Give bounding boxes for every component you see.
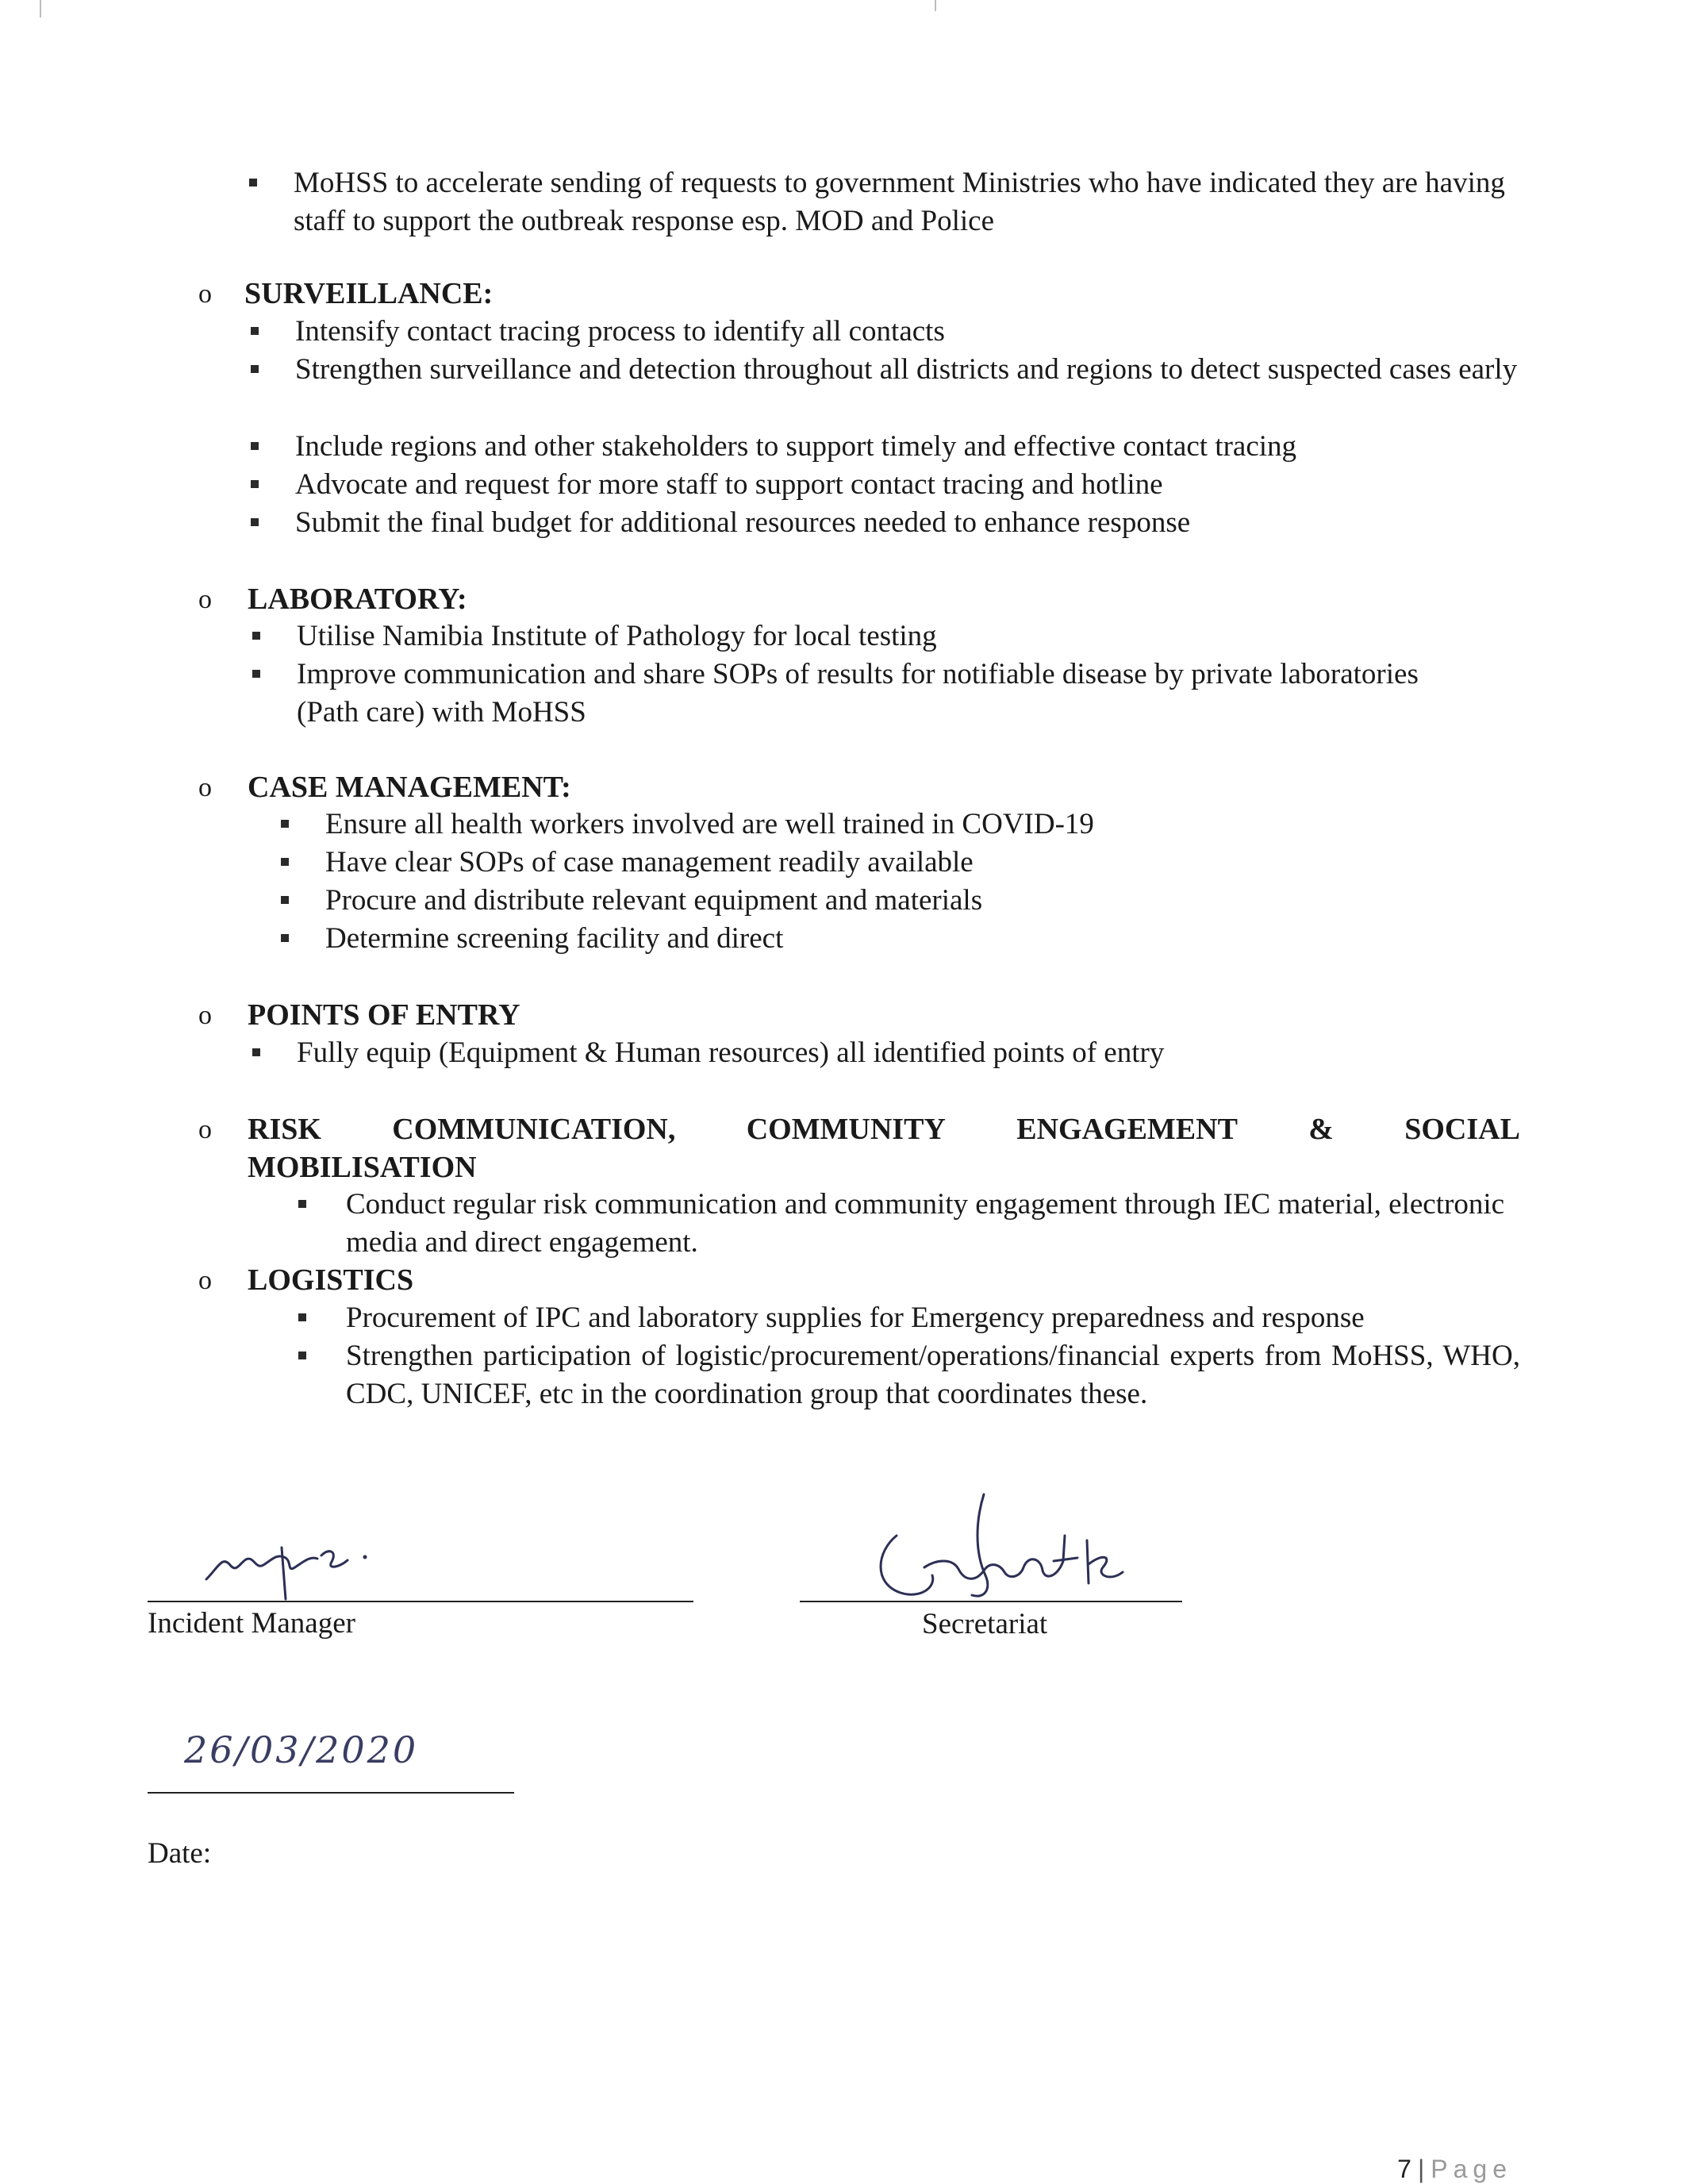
list-item bbox=[325, 882, 1515, 920]
square-bullet-icon bbox=[251, 518, 259, 526]
list-item bbox=[294, 164, 1528, 240]
square-bullet-icon bbox=[281, 934, 289, 942]
section-heading: LOGISTICS bbox=[248, 1263, 414, 1297]
list-item bbox=[297, 656, 1423, 732]
list-item-text: Ensure all health workers involved are well trained in COVID-19 bbox=[325, 808, 1094, 840]
list-item-text: MoHSS to accelerate sending of requests to government Ministries who have indicated they are having staff to support the outbreak response esp. MOD and Police bbox=[294, 167, 1505, 237]
list-item bbox=[295, 428, 1530, 466]
circle-bullet-icon: o bbox=[198, 1266, 212, 1295]
list-item-text: Improve communication and share SOPs of results for notifiable disease by private laboratories (Path care) with MoHSS bbox=[297, 658, 1419, 729]
list-item-text: Advocate and request for more staff to support contact tracing and hotline bbox=[295, 468, 1163, 501]
square-bullet-icon bbox=[281, 858, 289, 866]
page-number bbox=[1397, 2155, 1512, 2184]
square-bullet-icon bbox=[298, 1200, 306, 1208]
list-item bbox=[297, 1034, 1531, 1072]
incident-manager-label: Incident Manager bbox=[148, 1607, 355, 1640]
heading-word: SOCIAL bbox=[1404, 1113, 1520, 1146]
list-item bbox=[295, 466, 1530, 504]
list-item bbox=[325, 920, 1515, 958]
list-item-text: Submit the final budget for additional resources needed to enhance response bbox=[295, 506, 1191, 539]
secretariat-label: Secretariat bbox=[922, 1608, 1048, 1640]
list-item-text: Determine screening facility and direct bbox=[325, 922, 784, 955]
square-bullet-icon bbox=[252, 632, 260, 640]
list-item-text: Strengthen surveillance and detection throughout all districts and regions to detect suspected cases early bbox=[295, 353, 1518, 386]
circle-bullet-icon: o bbox=[198, 279, 212, 309]
list-item bbox=[297, 617, 1531, 656]
list-item-text: Utilise Namibia Institute of Pathology for local testing bbox=[297, 620, 937, 652]
section-heading bbox=[248, 1110, 1520, 1148]
incident-manager-signature bbox=[198, 1524, 405, 1603]
square-bullet-icon bbox=[251, 480, 259, 488]
section-heading: SURVEILLANCE: bbox=[244, 277, 494, 310]
list-item-text: Procure and distribute relevant equipment and materials bbox=[325, 884, 983, 917]
list-item bbox=[295, 351, 1530, 389]
date-signature-line bbox=[148, 1792, 514, 1794]
list-item-text: Strengthen participation of logistic/procurement/operations/financial experts from MoHSS, WHO, CDC, UNICEF, etc in the coordination group that coordinates these. bbox=[346, 1340, 1520, 1410]
square-bullet-icon bbox=[249, 179, 257, 186]
square-bullet-icon bbox=[281, 820, 289, 828]
heading-word: RISK bbox=[248, 1113, 321, 1146]
circle-bullet-icon: o bbox=[198, 773, 212, 802]
scan-edge-mark bbox=[935, 0, 936, 11]
secretariat-signature-line bbox=[800, 1601, 1182, 1602]
heading-word: ENGAGEMENT bbox=[1016, 1113, 1238, 1146]
list-item bbox=[346, 1299, 1520, 1337]
heading-word: & bbox=[1308, 1113, 1334, 1146]
square-bullet-icon bbox=[251, 365, 259, 373]
list-item bbox=[295, 504, 1530, 542]
secretariat-signature bbox=[865, 1488, 1166, 1615]
list-item bbox=[295, 313, 1530, 351]
list-item bbox=[346, 1337, 1520, 1413]
section-heading: LABORATORY: bbox=[248, 583, 467, 616]
page-number-value: 7 bbox=[1397, 2155, 1413, 2183]
date-label: Date: bbox=[148, 1837, 212, 1870]
circle-bullet-icon: o bbox=[198, 1115, 212, 1144]
circle-bullet-icon: o bbox=[198, 585, 212, 614]
list-item bbox=[325, 844, 1515, 882]
page-number-separator: | bbox=[1417, 2155, 1427, 2183]
list-item-text: Fully equip (Equipment & Human resources) all identified points of entry bbox=[297, 1036, 1165, 1069]
page-word: Page bbox=[1431, 2155, 1512, 2183]
list-item-text: Conduct regular risk communication and community engagement through IEC material, electronic media and direct engagement. bbox=[346, 1188, 1505, 1259]
heading-word: COMMUNICATION, bbox=[392, 1113, 676, 1146]
section-heading: CASE MANAGEMENT: bbox=[248, 771, 571, 804]
square-bullet-icon bbox=[251, 327, 259, 335]
section-heading-line2: MOBILISATION bbox=[248, 1151, 477, 1184]
list-item-text: Include regions and other stakeholders to support timely and effective contact tracing bbox=[295, 430, 1297, 463]
list-item-text: Procurement of IPC and laboratory supplies for Emergency preparedness and response bbox=[346, 1302, 1365, 1334]
square-bullet-icon bbox=[298, 1352, 306, 1359]
incident-manager-signature-line bbox=[148, 1601, 693, 1602]
circle-bullet-icon: o bbox=[198, 1001, 212, 1030]
section-heading: POINTS OF ENTRY bbox=[248, 998, 520, 1032]
square-bullet-icon bbox=[281, 896, 289, 904]
list-item bbox=[346, 1186, 1520, 1262]
handwritten-date: 26/03/2020 bbox=[184, 1728, 419, 1771]
square-bullet-icon bbox=[252, 670, 260, 678]
heading-word: COMMUNITY bbox=[746, 1113, 946, 1146]
list-item-text: Have clear SOPs of case management readily available bbox=[325, 846, 974, 879]
square-bullet-icon bbox=[252, 1048, 260, 1056]
square-bullet-icon bbox=[251, 442, 259, 450]
square-bullet-icon bbox=[298, 1313, 306, 1321]
list-item bbox=[325, 806, 1515, 844]
scan-edge-mark bbox=[40, 0, 41, 17]
list-item-text: Intensify contact tracing process to identify all contacts bbox=[295, 315, 945, 348]
